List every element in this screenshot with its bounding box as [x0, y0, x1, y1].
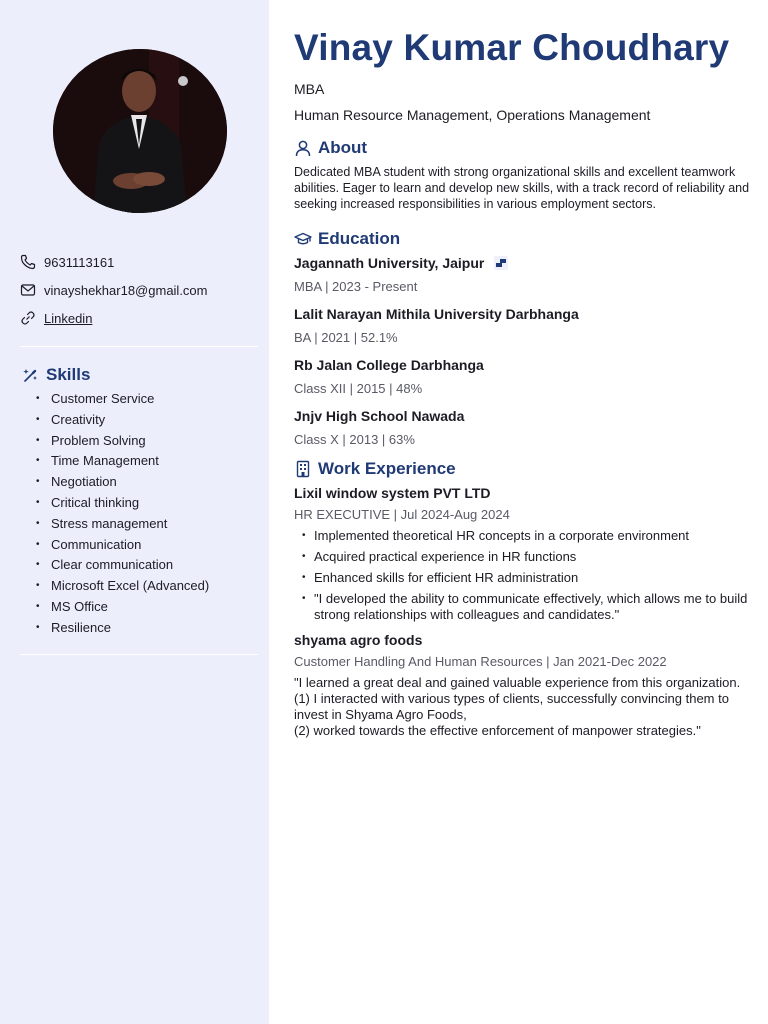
- about-heading: About: [294, 138, 754, 158]
- education-school: [294, 408, 754, 424]
- email-address[interactable]: vinayshekhar18@gmail.com: [44, 282, 208, 298]
- education-meta: MBA | 2023 - Present: [294, 279, 418, 294]
- sidebar-divider-bottom: [20, 654, 258, 655]
- school-name: Jagannath University, Jaipur: [294, 255, 485, 271]
- phone-icon: [20, 254, 36, 270]
- education-meta: Class X | 2013 | 63%: [294, 432, 415, 447]
- skill-item: • Stress management: [36, 514, 262, 535]
- school-name: Rb Jalan College Darbhanga: [294, 357, 484, 373]
- specialization: Human Resource Management, Operations Management: [294, 107, 651, 123]
- job-entry-1: [294, 485, 754, 622]
- job-entry-2: [294, 632, 754, 739]
- job-meta: Customer Handling And Human Resources | Jan 2021-Dec 2022: [294, 654, 667, 669]
- degree: MBA: [294, 81, 325, 97]
- education-item: [294, 408, 754, 447]
- skills-list: [22, 389, 262, 639]
- skills-heading: Skills: [22, 365, 262, 385]
- education-list: [294, 255, 754, 447]
- skills-section: [22, 365, 262, 639]
- job-bullets: [294, 528, 754, 622]
- education-school: [294, 357, 754, 373]
- skill-item: • Customer Service: [36, 389, 262, 410]
- contact-email: [20, 276, 260, 304]
- university-logo-icon: [494, 256, 508, 270]
- education-meta: BA | 2021 | 52.1%: [294, 330, 398, 345]
- job-bullet: • Enhanced skills for efficient HR administration: [302, 570, 754, 586]
- skill-item: • Critical thinking: [36, 493, 262, 514]
- about-section: [294, 138, 754, 212]
- job-company: Lixil window system PVT LTD: [294, 485, 491, 501]
- education-item: [294, 255, 754, 294]
- job-company: shyama agro foods: [294, 632, 423, 648]
- main-content: [294, 0, 754, 739]
- job-bullet: • Acquired practical experience in HR functions: [302, 549, 754, 565]
- skill-item: • Problem Solving: [36, 431, 262, 452]
- work-section: [294, 459, 754, 739]
- contact-list: [20, 248, 260, 332]
- skill-item: • Negotiation: [36, 472, 262, 493]
- education-school: [294, 255, 754, 271]
- full-name: Vinay Kumar Choudhary: [294, 27, 730, 68]
- mail-icon: [20, 282, 36, 298]
- skill-item: • Creativity: [36, 410, 262, 431]
- about-text: Dedicated MBA student with strong organizational skills and excellent teamwork abilities. Eager to learn and develop new skills, with a track record of reliability and seeking increased responsibilities in various employment sectors.: [294, 165, 750, 211]
- magic-wand-icon: [22, 366, 40, 384]
- contact-phone: [20, 248, 260, 276]
- education-heading: Education: [294, 229, 754, 249]
- sidebar: [0, 0, 269, 1024]
- education-section: [294, 229, 754, 447]
- skill-item: • Clear communication: [36, 555, 262, 576]
- skill-item: • MS Office: [36, 597, 262, 618]
- job-bullet: • Implemented theoretical HR concepts in a corporate environment: [302, 528, 754, 544]
- contact-linkedin: [20, 304, 260, 332]
- building-icon: [294, 460, 312, 478]
- user-icon: [294, 139, 312, 157]
- job-description: "I learned a great deal and gained valuable experience from this organization. (1) I interacted with various types of clients, successfully convincing them to invest in Shyama Agro Foods, (2) worked towards the effective enforcement of manpower strategies.": [294, 675, 741, 738]
- sidebar-divider-top: [20, 346, 258, 347]
- skill-item: • Communication: [36, 535, 262, 556]
- job-bullet: • "I developed the ability to communicate effectively, which allows me to build strong relationships with colleagues and candidates.": [302, 591, 754, 622]
- linkedin-link[interactable]: Linkedin: [44, 310, 93, 326]
- skill-item: • Time Management: [36, 451, 262, 472]
- school-name: Jnjv High School Nawada: [294, 408, 465, 424]
- skill-item: • Microsoft Excel (Advanced): [36, 576, 262, 597]
- education-item: [294, 306, 754, 345]
- link-icon: [20, 310, 36, 326]
- graduation-cap-icon: [294, 230, 312, 248]
- education-item: [294, 357, 754, 396]
- education-meta: Class XII | 2015 | 48%: [294, 381, 423, 396]
- phone-number: 9631113161: [44, 254, 115, 270]
- profile-photo: [53, 49, 227, 213]
- school-name: Lalit Narayan Mithila University Darbhanga: [294, 306, 579, 322]
- skill-item: • Resilience: [36, 618, 262, 639]
- job-meta: HR EXECUTIVE | Jul 2024-Aug 2024: [294, 507, 510, 522]
- work-heading: Work Experience: [294, 459, 754, 479]
- education-school: [294, 306, 754, 322]
